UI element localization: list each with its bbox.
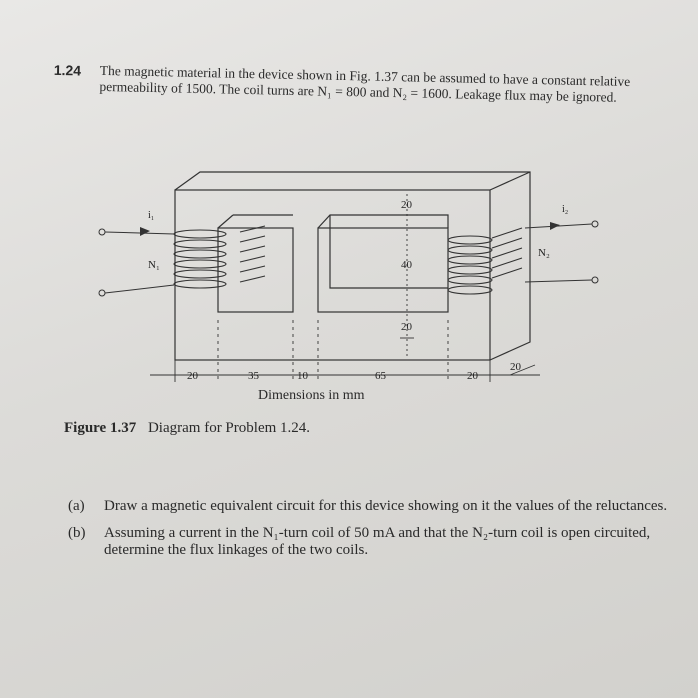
dim-gap-35: 35 <box>248 370 259 382</box>
problem-number: 1.24 <box>53 61 82 79</box>
dim-top-yoke: 20 <box>401 199 412 211</box>
question-a <box>68 498 688 515</box>
dimensions-caption: Dimensions in mm <box>258 388 365 403</box>
problem-text: The magnetic material in the device shown in Fig. 1.37 can be assumed to have a constant relative permeability of 1500. The coil turns are N₁ = 800 and N₂ = 1600. Leakage flux may be ignored. <box>99 62 631 105</box>
dim-bottom-yoke: 20 <box>401 321 412 333</box>
coil-n2 <box>448 228 522 294</box>
dim-window-65: 65 <box>375 370 386 382</box>
coil-n1 <box>174 226 265 288</box>
n2-terminal-top <box>592 221 598 227</box>
figure-caption-text: Diagram for Problem 1.24. <box>147 420 311 436</box>
figure-caption <box>64 420 310 437</box>
right-window-depth <box>318 215 448 228</box>
problem-statement <box>53 61 658 105</box>
label-i2: i₂ <box>562 204 569 215</box>
question-a-text: Draw a magnetic equivalent circuit for this device showing on it the values of the reluctances. <box>104 498 668 514</box>
figure-caption-number: Figure 1.37 <box>64 420 137 436</box>
horizontal-dimensions <box>150 320 540 382</box>
n2-terminal-bottom <box>592 277 598 283</box>
left-window <box>218 228 293 312</box>
label-n1: N₁ <box>148 259 160 271</box>
left-window-depth <box>218 215 233 228</box>
question-a-label: (a) <box>68 498 85 514</box>
n1-terminal-top <box>99 229 105 235</box>
question-b <box>68 525 688 559</box>
dim-depth: 20 <box>510 361 521 373</box>
question-b-text: Assuming a current in the N₁-turn coil of 50 mA and that the N₂-turn coil is open circuited, determine the flux linkages of the two coils. <box>104 525 651 558</box>
i1-arrow <box>140 227 150 236</box>
label-i1: i₁ <box>148 210 155 221</box>
dim-right-limb: 20 <box>467 370 478 382</box>
n1-lead-top <box>105 232 174 234</box>
figure-1-37 <box>90 160 610 420</box>
right-window <box>318 228 448 312</box>
core-top-edge <box>490 172 530 190</box>
dim-center-limb: 10 <box>297 370 308 382</box>
question-list <box>68 498 688 569</box>
n1-terminal-bottom <box>99 290 105 296</box>
question-b-label: (b) <box>68 525 86 541</box>
magnetic-core-diagram <box>90 160 610 400</box>
dim-left-limb: 20 <box>187 370 198 382</box>
label-n2: N₂ <box>538 247 550 259</box>
dim-window-height: 40 <box>401 259 412 271</box>
